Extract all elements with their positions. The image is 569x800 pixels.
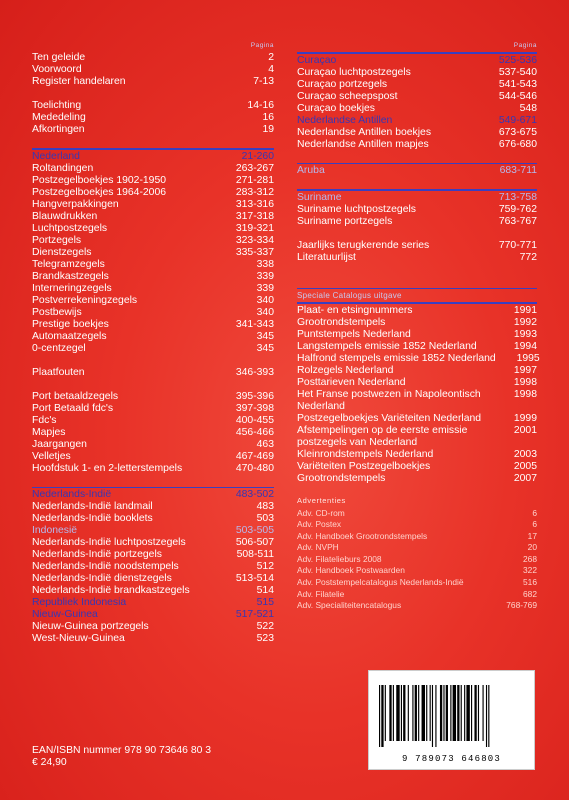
entry-page: 19: [262, 124, 274, 135]
entry-title: Port betaaldzegels: [32, 390, 119, 402]
entry-page: 7-13: [253, 76, 274, 87]
entry-title: Voorwoord: [32, 64, 82, 75]
entry-title: Prestige boekjes: [32, 318, 109, 330]
entry-page: 1994: [513, 340, 537, 352]
barcode-number: 9 789073 646803: [401, 754, 501, 764]
entry-page: 346-393: [235, 366, 274, 378]
barcode-bar: [430, 685, 431, 741]
entry-page: 339: [256, 270, 274, 282]
entry-title: Grootrondstempels: [297, 316, 386, 328]
toc-entry: [32, 463, 274, 475]
toc-section-heading: [297, 192, 537, 204]
entry-title: Afkortingen: [32, 124, 85, 135]
toc-entry: [297, 449, 537, 461]
entry-title: Het Franse postwezen in Napoleontisch Nederland: [297, 388, 481, 412]
entry-title: Adv. Poststempelcatalogus Nederlands-Indië: [297, 577, 464, 588]
toc-entry: [32, 331, 274, 343]
toc-entry: [297, 425, 537, 449]
entry-page: 1992: [513, 316, 537, 328]
footer-info: [32, 745, 211, 769]
section-rule: [297, 302, 537, 304]
entry-title: Halfrond stempels emissie 1852 Nederland: [297, 352, 496, 364]
toc-entry: [297, 389, 537, 413]
toc-entry: [32, 343, 274, 355]
entry-page: 17: [527, 530, 537, 541]
toc-entry: [32, 259, 274, 271]
toc-left-entries: [32, 52, 274, 645]
toc-entry: [32, 427, 274, 439]
section-rule: [32, 148, 274, 150]
entry-title: Nederlands-Indië portzegels: [32, 549, 162, 560]
toc-left-column: [32, 40, 274, 645]
toc-entry: [32, 307, 274, 319]
entry-page: 313-316: [235, 198, 274, 210]
page-column-header: Pagina: [250, 42, 274, 49]
toc-entry: [32, 549, 274, 561]
toc-entry: [297, 252, 537, 264]
entry-title: Interneringzegels: [32, 282, 112, 294]
entry-title: Suriname: [297, 191, 342, 203]
toc-entry: [32, 391, 274, 403]
entry-title: Port Betaald fdc's: [32, 402, 114, 414]
entry-page: 1997: [513, 364, 537, 376]
entry-page: 759-762: [498, 203, 537, 215]
entry-title: Langstempels emissie 1852 Nederland: [297, 340, 477, 352]
ad-entry: [297, 518, 537, 530]
entry-title: Grootrondstempels: [297, 472, 386, 484]
toc-entry: [32, 537, 274, 549]
entry-page: 1991: [513, 304, 537, 316]
barcode-bar: [486, 685, 487, 747]
ad-entry: [297, 530, 537, 542]
entry-title: Nederland: [32, 150, 80, 162]
toc-entry: [297, 79, 537, 91]
barcode-bar: [450, 685, 451, 741]
entry-title: Portzegels: [32, 234, 82, 246]
ad-entry: [297, 541, 537, 553]
entry-page: 335-337: [235, 246, 274, 258]
entry-page: 340: [256, 306, 274, 318]
entry-page: 1998: [513, 376, 537, 388]
barcode-bar: [408, 685, 409, 741]
entry-page: 338: [256, 258, 274, 270]
entry-page: 508-511: [236, 549, 274, 560]
entry-title: Curaçao luchtpostzegels: [297, 66, 411, 78]
entry-title: Telegramzegels: [32, 258, 105, 270]
entry-title: Velletjes: [32, 450, 71, 462]
entry-page: 523: [256, 633, 274, 644]
entry-title: Fdc's: [32, 414, 57, 426]
entry-page: 2003: [513, 448, 537, 460]
entry-title: Jaargangen: [32, 438, 87, 450]
entry-title: Adv. Postex: [297, 519, 342, 530]
entry-title: Adv. Specialiteitencatalogus: [297, 600, 402, 611]
barcode-bar: [385, 685, 386, 741]
barcode-bar: [471, 685, 472, 741]
section-rule: [297, 288, 537, 290]
entry-page: 682: [523, 588, 537, 599]
entry-page: 503-505: [235, 525, 274, 536]
entry-title: Postzegelboekjes Variëteiten Nederland: [297, 412, 482, 424]
toc-entry: [297, 317, 537, 329]
entry-page: 4: [268, 64, 274, 75]
entry-page: 339: [256, 282, 274, 294]
barcode-bar: [435, 685, 436, 747]
entry-page: 21-260: [241, 150, 274, 162]
toc-entry: [297, 377, 537, 389]
entry-title: Dienstzegels: [32, 246, 92, 258]
barcode-bar: [478, 685, 479, 741]
barcode-bar: [401, 685, 402, 741]
barcode-bar: [474, 685, 476, 741]
entry-page: 2: [268, 52, 274, 63]
entry-title: Puntstempels Nederland: [297, 328, 411, 340]
toc-entry: [32, 621, 274, 633]
toc-right-column: [297, 40, 540, 611]
ad-entry: [297, 576, 537, 588]
toc-entry: [32, 295, 274, 307]
entry-page: 2001: [513, 424, 537, 436]
barcode-bar: [464, 685, 465, 741]
toc-section-heading: [32, 597, 274, 609]
entry-title: Nederlands-Indië dienstzegels: [32, 573, 172, 584]
entry-page: 456-466: [235, 426, 274, 438]
barcode-bar: [381, 685, 383, 747]
entry-title: West-Nieuw-Guinea: [32, 633, 125, 644]
entry-page: 268: [523, 553, 537, 564]
entry-title: Rolzegels Nederland: [297, 364, 394, 376]
entry-page: 1993: [513, 328, 537, 340]
toc-entry: [297, 240, 537, 252]
entry-title: Postverrekeningzegels: [32, 294, 138, 306]
entry-page: 517-521: [235, 609, 274, 620]
toc-entry: [32, 52, 274, 64]
barcode-bar: [483, 685, 484, 741]
entry-page: 770-771: [498, 239, 537, 251]
entry-title: 0-centzegel: [32, 342, 86, 354]
entry-page: 522: [256, 621, 274, 632]
barcode-bar: [422, 685, 425, 741]
toc-entry: [32, 501, 274, 513]
entry-page: 1995: [516, 352, 540, 364]
entry-title: Brandkastzegels: [32, 270, 109, 282]
barcode-bar: [443, 685, 444, 741]
special-catalog-title: Speciale Catalogus uitgave: [297, 291, 402, 300]
toc-section-heading: [297, 165, 537, 177]
entry-page: 514: [256, 585, 274, 596]
entry-title: Jaarlijks terugkerende series: [297, 239, 430, 251]
ads-section: [297, 489, 537, 611]
toc-section-heading: [32, 151, 274, 163]
barcode-bar: [461, 685, 462, 741]
toc-entry: [32, 124, 274, 136]
barcode-bar: [488, 685, 489, 747]
toc-entry: [297, 413, 537, 425]
toc-entry: [32, 439, 274, 451]
toc-section-heading: [32, 489, 274, 501]
toc-entry: [297, 91, 537, 103]
entry-page: 397-398: [235, 402, 274, 414]
entry-title: Mapjes: [32, 426, 66, 438]
ean-isbn: EAN/ISBN nummer 978 90 73646 80 3: [32, 745, 212, 756]
entry-page: 323-334: [235, 234, 274, 246]
toc-section-heading: [297, 55, 537, 67]
toc-entry: [32, 163, 274, 175]
entry-title: Automaatzegels: [32, 330, 107, 342]
barcode-bar: [412, 685, 413, 741]
section-rule: [297, 189, 537, 191]
entry-title: Nederlands-Indië booklets: [32, 513, 153, 524]
section-rule: [32, 487, 274, 489]
entry-page: 549-671: [498, 114, 537, 126]
toc-entry: [32, 112, 274, 124]
entry-page: 283-312: [235, 186, 274, 198]
entry-page: 483: [256, 501, 274, 512]
toc-entry: [32, 235, 274, 247]
entry-title: Nieuw-Guinea portzegels: [32, 621, 149, 632]
barcode-bar: [426, 685, 427, 741]
entry-page: 676-680: [498, 138, 537, 150]
entry-page: 512: [256, 561, 274, 572]
entry-title: Curaçao scheepspost: [297, 90, 398, 102]
entry-page: 548: [519, 102, 537, 114]
entry-page: 513-514: [235, 573, 274, 584]
entry-title: Adv. Filatelieburs 2008: [297, 553, 382, 564]
toc-entry: [32, 100, 274, 112]
entry-title: Afstempelingen op de eerste emissie postzegels van Nederland: [297, 424, 468, 448]
toc-entry: [32, 211, 274, 223]
entry-title: Postzegelboekjes 1964-2006: [32, 186, 167, 198]
toc-right-entries: [297, 52, 537, 264]
barcode-bar: [440, 685, 442, 741]
toc-section-heading: [297, 115, 537, 127]
entry-title: Hangverpakkingen: [32, 198, 119, 210]
entry-title: Kleinrondstempels Nederland: [297, 448, 434, 460]
entry-title: Ten geleide: [32, 52, 86, 63]
entry-page: 683-711: [499, 165, 537, 176]
toc-entry: [32, 403, 274, 415]
entry-page: 395-396: [235, 390, 274, 402]
entry-page: 768-769: [506, 600, 537, 611]
toc-entry: [32, 633, 274, 645]
entry-page: 467-469: [235, 450, 274, 462]
toc-entry: [297, 352, 540, 365]
ad-entry: [297, 588, 537, 600]
barcode-bar: [393, 685, 394, 741]
toc-entry: [32, 415, 274, 427]
entry-page: 322: [523, 565, 537, 576]
entry-title: Posttarieven Nederland: [297, 376, 406, 388]
entry-page: 400-455: [235, 414, 274, 426]
toc-entry: [297, 139, 537, 151]
toc-entry: [297, 365, 537, 377]
toc-entry: [297, 305, 537, 317]
entry-title: Suriname portzegels: [297, 215, 393, 227]
special-catalog-list: [297, 304, 540, 485]
toc-entry: [297, 329, 537, 341]
section-rule: [297, 163, 537, 165]
barcode-bar: [418, 685, 419, 741]
entry-title: Literatuurlijst: [297, 251, 356, 263]
entry-page: 544-546: [498, 90, 537, 102]
entry-page: 345: [256, 342, 274, 354]
toc-entry: [32, 319, 274, 331]
entry-title: Adv. Handboek Grootrondstempels: [297, 530, 428, 541]
toc-entry: [297, 103, 537, 115]
entry-title: Nederlands-Indië: [32, 489, 112, 500]
entry-title: Suriname luchtpostzegels: [297, 203, 416, 215]
ad-entry: [297, 599, 537, 611]
toc-section-heading: [32, 525, 274, 537]
entry-page: 713-758: [498, 191, 537, 203]
toc-entry: [32, 271, 274, 283]
entry-title: Hoofdstuk 1- en 2-letterstempels: [32, 462, 183, 474]
entry-page: 340: [256, 294, 274, 306]
toc-entry: [32, 451, 274, 463]
toc-entry: [32, 223, 274, 235]
toc-entry: [297, 204, 537, 216]
toc-entry: [32, 585, 274, 597]
entry-page: 341-343: [235, 318, 274, 330]
entry-title: Nederlandse Antillen: [297, 114, 393, 126]
entry-title: Plaatfouten: [32, 366, 85, 378]
entry-page: 14-16: [247, 100, 274, 111]
entry-page: 319-321: [235, 222, 274, 234]
toc-entry: [297, 341, 537, 353]
section-rule: [297, 52, 537, 54]
entry-title: Luchtpostzegels: [32, 222, 108, 234]
page-column-header: Pagina: [513, 42, 537, 49]
barcode-bars: [377, 685, 527, 747]
ad-entry: [297, 553, 537, 565]
entry-page: 2007: [513, 472, 537, 484]
toc-entry: [32, 561, 274, 573]
entry-title: Plaat- en etsingnummers: [297, 304, 413, 316]
entry-page: 483-502: [235, 489, 274, 500]
entry-page: 503: [256, 513, 274, 524]
barcode-bar: [389, 685, 391, 741]
toc-entry: [32, 76, 274, 88]
toc-entry: [32, 247, 274, 259]
entry-page: 2005: [513, 460, 537, 472]
toc-entry: [297, 127, 537, 139]
entry-title: Blauwdrukken: [32, 210, 98, 222]
barcode-bar: [466, 685, 469, 741]
entry-page: 263-267: [235, 162, 274, 174]
barcode-bar: [457, 685, 459, 741]
entry-page: 271-281: [235, 174, 274, 186]
toc-entry: [297, 67, 537, 79]
entry-title: Nederlandse Antillen mapjes: [297, 138, 429, 150]
entry-title: Curaçao boekjes: [297, 102, 375, 114]
entry-title: Nederlands-Indië brandkastzegels: [32, 585, 190, 596]
barcode-bar: [432, 685, 433, 747]
barcode-bar: [396, 685, 399, 741]
entry-page: 541-543: [498, 78, 537, 90]
entry-page: 470-480: [235, 462, 274, 474]
entry-title: Nederlandse Antillen boekjes: [297, 126, 432, 138]
barcode-bar: [446, 685, 448, 741]
entry-title: Aruba: [297, 165, 325, 176]
entry-page: 1999: [513, 412, 537, 424]
barcode: [368, 670, 535, 770]
entry-title: Nederlands-Indië noodstempels: [32, 561, 179, 572]
entry-title: Nederlands-Indië luchtpostzegels: [32, 537, 186, 548]
price: € 24,90: [32, 757, 67, 768]
entry-title: Mededeling: [32, 112, 86, 123]
entry-page: 516: [523, 577, 537, 588]
entry-title: Postzegelboekjes 1902-1950: [32, 174, 167, 186]
entry-title: Adv. NVPH: [297, 542, 339, 553]
entry-title: Adv. Filatelie: [297, 588, 345, 599]
entry-page: 20: [527, 542, 537, 553]
toc-entry: [32, 283, 274, 295]
toc-entry: [32, 199, 274, 211]
entry-title: Roltandingen: [32, 162, 94, 174]
barcode-bar: [379, 685, 380, 747]
toc-entry: [32, 175, 274, 187]
toc-entry: [32, 513, 274, 525]
ad-entry: [297, 564, 537, 576]
entry-page: 463: [256, 438, 274, 450]
entry-title: Nederlands-Indië landmail: [32, 501, 153, 512]
entry-title: Curaçao portzegels: [297, 78, 388, 90]
entry-page: 515: [256, 597, 274, 608]
toc-entry: [32, 573, 274, 585]
entry-page: 506-507: [235, 537, 274, 548]
toc-entry: [297, 473, 537, 485]
toc-entry: [32, 187, 274, 199]
entry-page: 673-675: [498, 126, 537, 138]
ads-list: [297, 507, 537, 611]
entry-title: Register handelaren: [32, 76, 126, 87]
entry-title: Variëteiten Postzegelboekjes: [297, 460, 431, 472]
entry-page: 772: [519, 251, 537, 263]
entry-page: 1998: [513, 388, 537, 400]
entry-title: Toelichting: [32, 100, 82, 111]
entry-page: 345: [256, 330, 274, 342]
entry-page: 16: [262, 112, 274, 123]
toc-entry: [32, 367, 274, 379]
entry-page: 763-767: [498, 215, 537, 227]
entry-title: Adv. CD-rom: [297, 507, 345, 518]
ad-entry: [297, 507, 537, 519]
toc-section-heading: [32, 609, 274, 621]
toc-entry: [32, 64, 274, 76]
ads-title: Advertenties: [297, 495, 346, 505]
barcode-bar: [403, 685, 405, 741]
entry-title: Curaçao: [297, 54, 337, 66]
entry-page: 6: [532, 507, 537, 518]
toc-entry: [297, 216, 537, 228]
barcode-bar: [453, 685, 456, 741]
entry-page: 525-536: [498, 54, 537, 66]
barcode-bar: [415, 685, 417, 741]
entry-page: 317-318: [235, 210, 274, 222]
entry-title: Indonesië: [32, 525, 78, 536]
entry-title: Nieuw-Guinea: [32, 609, 98, 620]
toc-entry: [297, 461, 537, 473]
entry-title: Republiek Indonesia: [32, 597, 127, 608]
entry-page: 537-540: [498, 66, 537, 78]
entry-title: Postbewijs: [32, 306, 82, 318]
entry-title: Adv. Handboek Postwaarden: [297, 565, 405, 576]
entry-page: 6: [532, 519, 537, 530]
